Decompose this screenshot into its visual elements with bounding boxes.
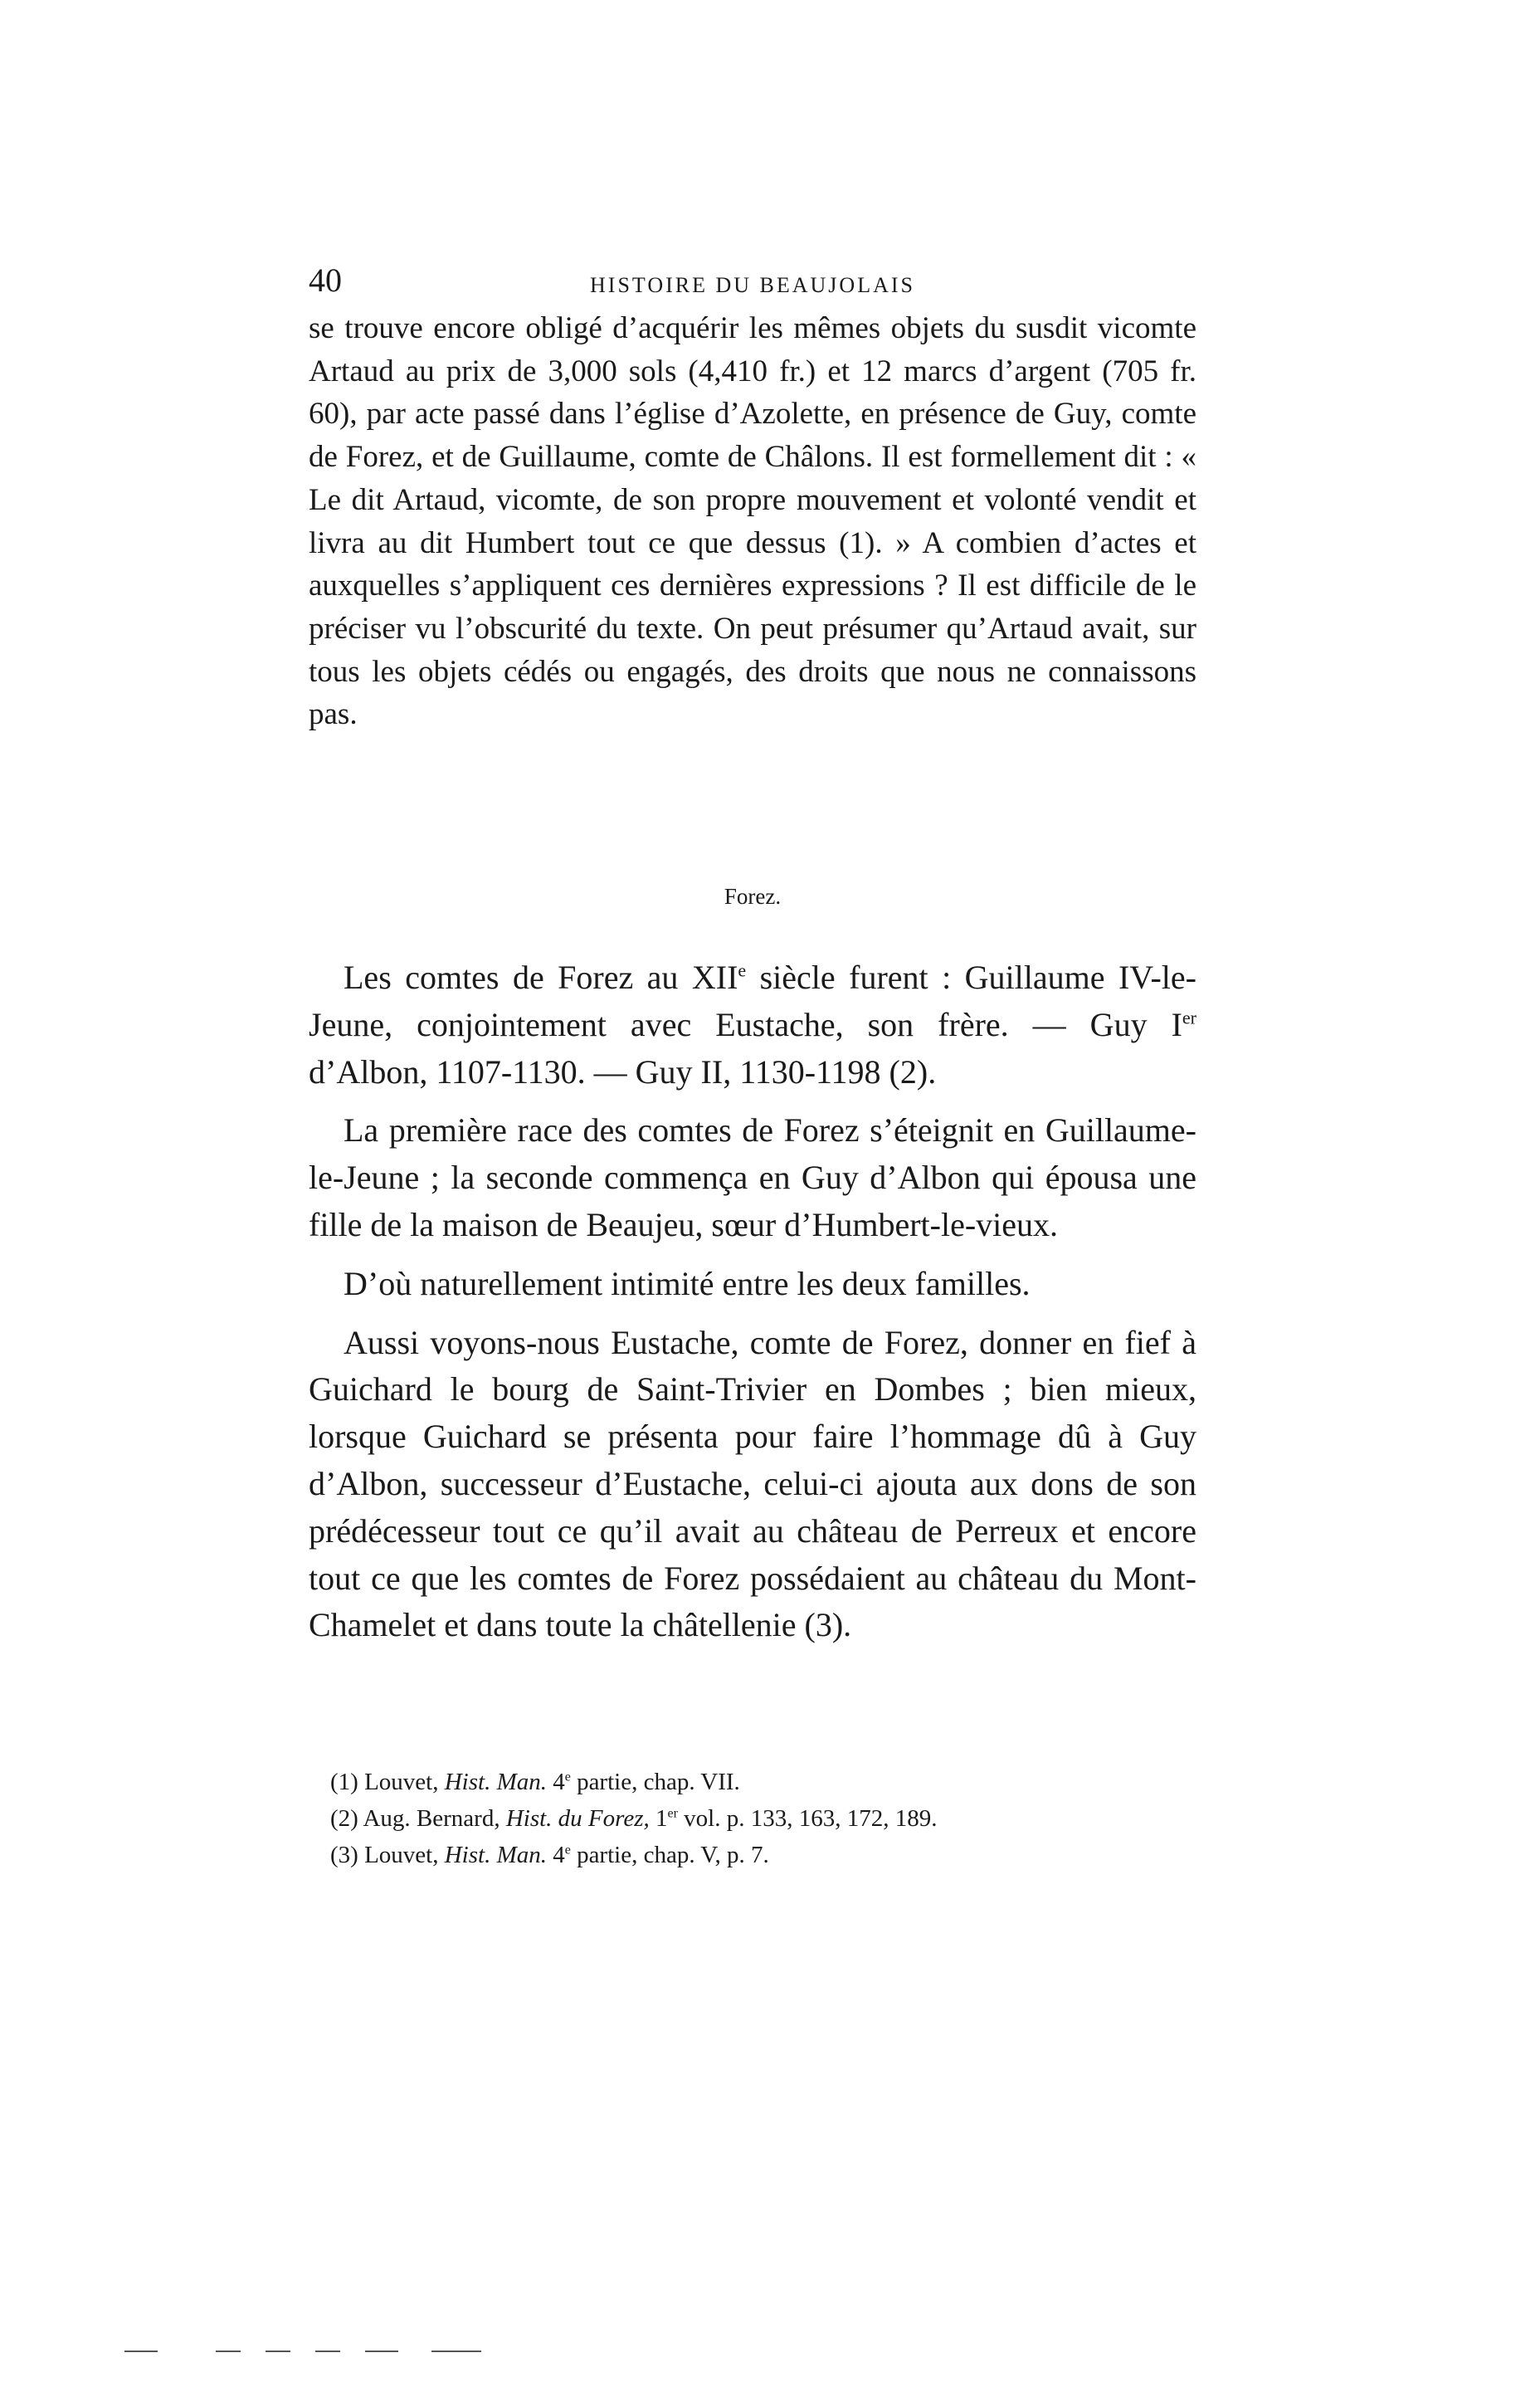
footnote-text: partie, chap. V, p. 7.: [570, 1842, 769, 1868]
footnotes: [330, 1764, 1193, 1873]
footnote-title: Hist. Man.: [444, 1842, 547, 1868]
footnote: [330, 1800, 1193, 1837]
footnote: [330, 1837, 1193, 1873]
footnote-text: vol. p. 133, 163, 172, 189.: [677, 1805, 938, 1832]
footnote-text: partie, chap. VII.: [570, 1769, 740, 1795]
running-title: HISTOIRE DU BEAUJOLAIS: [590, 273, 915, 297]
section-heading: Forez.: [724, 884, 782, 909]
scan-mark: [124, 2351, 158, 2352]
footnote-title: Hist. Man.: [444, 1769, 547, 1795]
footnote-number: (3): [330, 1842, 358, 1868]
forez-section-body: [309, 954, 1196, 1661]
forez-paragraph-intimacy: D’où naturellement intimité entre les deux familles.: [344, 1264, 1031, 1302]
footnote-sup: er: [667, 1806, 678, 1821]
footnote-title: Hist. du Forez,: [505, 1805, 650, 1832]
page-header: [309, 256, 1196, 305]
forez-paragraph-counts: [309, 954, 1196, 1096]
footnote-text: Aug. Bernard,: [358, 1805, 506, 1832]
footnote-text: Louvet,: [358, 1842, 445, 1868]
footnote-sup: e: [564, 1843, 571, 1857]
scan-mark: [365, 2351, 398, 2352]
scan-mark: [266, 2351, 290, 2352]
body-paragraph-1: se trouve encore obligé d’acquérir les mêmes objets du susdit vicomte Artaud au prix de 3,000 sols (4,410 fr.) et 12 marcs d’argent (705 fr. 60), par acte passé dans l’église d’Azolette, en présence de Guy, comte de Forez, et de Guillaume, comte de Châlons. Il est formellement dit : « Le dit Artaud, vicomte, de son propre mouvement et volonté vendit et livra au dit Humbert tout ce que dessus (1). » A combien d’actes et auxquelles s’appliquent ces dernières expressions ? Il est difficile de le préciser vu l’obscurité du texte. On peut présumer qu’Artaud avait, sur tous les objets cédés ou engagés, des droits que nous ne connaissons pas.: [309, 311, 1196, 732]
forez-p1-sup-a: e: [738, 959, 747, 981]
forez-paragraph-race: La première race des comtes de Forez s’éteignit en Guillaume-le-Jeune ; la seconde commença en Guy d’Albon qui épousa une fille de la maison de Beaujeu, sœur d’Humbert-le-vieux.: [309, 1111, 1196, 1243]
page-number: 40: [309, 261, 342, 299]
forez-p1-text-a: Les comtes de Forez au XII: [344, 959, 738, 996]
footnote-number: (2): [330, 1805, 358, 1832]
forez-p1-text-c: d’Albon, 1107-1130. — Guy II, 1130-1198 (2).: [309, 1052, 937, 1091]
scan-mark: [431, 2351, 481, 2352]
forez-p1-sup-b: er: [1182, 1007, 1196, 1028]
footnote-text: 4: [546, 1842, 565, 1868]
footnote-number: (1): [330, 1769, 358, 1795]
footnote: [330, 1764, 1193, 1800]
forez-paragraph-fief: Aussi voyons-nous Eustache, comte de Forez, donner en fief à Guichard le bourg de Saint-Trivier en Dombes ; bien mieux, lorsque Guichard se présenta pour faire l’hommage dû à Guy d’Albon, successeur d’Eustache, celui-ci ajouta aux dons de son prédécesseur tout ce qu’il avait au château de Perreux et encore tout ce que les comtes de Forez possédaient au château du Mont-Chamelet et dans toute la châtellenie (3).: [309, 1323, 1196, 1644]
footnote-text: 4: [546, 1769, 565, 1795]
footnote-sup: e: [564, 1770, 571, 1784]
footnote-text: Louvet,: [358, 1769, 445, 1795]
forez-p1-text-b: siècle furent : Guillaume IV-le-Jeune, conjointement avec Eustache, son frère. — Guy I: [309, 959, 1196, 1043]
footnote-text: 1: [649, 1805, 668, 1832]
scan-mark: [216, 2351, 241, 2352]
scan-mark: [315, 2351, 340, 2352]
